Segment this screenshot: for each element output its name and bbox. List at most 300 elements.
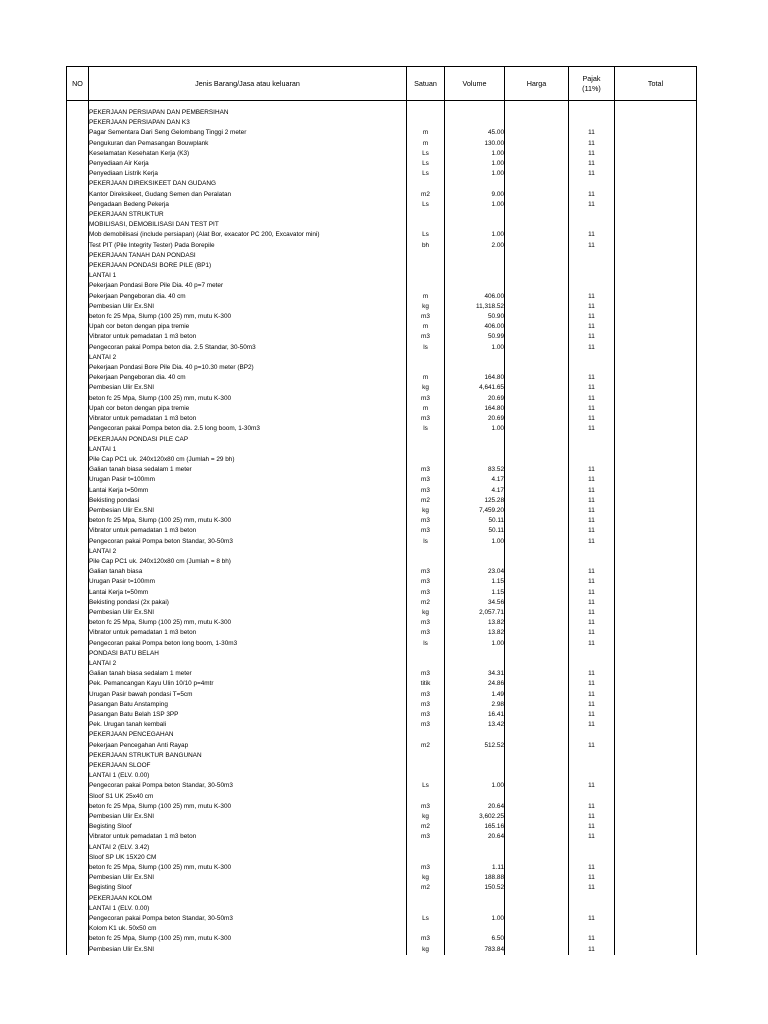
tax-rate: 11	[569, 945, 615, 955]
volume	[445, 894, 505, 904]
price	[505, 281, 569, 291]
unit: m2	[407, 741, 445, 751]
total	[615, 251, 697, 261]
price	[505, 945, 569, 955]
item-description: PEKERJAAN STRUKTUR	[89, 210, 407, 220]
total	[615, 537, 697, 547]
row-no	[67, 751, 89, 761]
tax-rate	[569, 271, 615, 281]
total	[615, 832, 697, 842]
total	[615, 730, 697, 740]
unit: kg	[407, 945, 445, 955]
unit: m3	[407, 312, 445, 322]
unit	[407, 251, 445, 261]
row-no	[67, 241, 89, 251]
table-row	[67, 945, 697, 955]
unit: kg	[407, 812, 445, 822]
volume: 11,318.52	[445, 302, 505, 312]
unit	[407, 435, 445, 445]
price	[505, 730, 569, 740]
price	[505, 241, 569, 251]
tax-rate	[569, 659, 615, 669]
tax-rate: 11	[569, 190, 615, 200]
total	[615, 383, 697, 393]
price	[505, 353, 569, 363]
total	[615, 486, 697, 496]
volume: 165.16	[445, 822, 505, 832]
row-no	[67, 853, 89, 863]
item-description: PEKERJAAN TANAH DAN PONDASI	[89, 251, 407, 261]
total	[615, 547, 697, 557]
unit: Ls	[407, 230, 445, 240]
price	[505, 588, 569, 598]
unit: m2	[407, 496, 445, 506]
price	[505, 496, 569, 506]
unit: Ls	[407, 781, 445, 791]
tax-rate: 11	[569, 526, 615, 536]
table-row	[67, 149, 697, 159]
price	[505, 445, 569, 455]
row-no	[67, 200, 89, 210]
tax-rate: 11	[569, 394, 615, 404]
volume: 1.00	[445, 343, 505, 353]
tax-rate	[569, 363, 615, 373]
item-description: Pengecoran pakai Pompa beton Standar, 30-50m3	[89, 914, 407, 924]
item-description: Vibrator untuk pemadatan 1 m3 beton	[89, 832, 407, 842]
total	[615, 914, 697, 924]
price	[505, 506, 569, 516]
volume: 13.82	[445, 618, 505, 628]
item-description: Bekisting pondasi	[89, 496, 407, 506]
unit: m	[407, 128, 445, 138]
table-row	[67, 700, 697, 710]
price	[505, 853, 569, 863]
tax-rate: 11	[569, 128, 615, 138]
price	[505, 537, 569, 547]
volume	[445, 435, 505, 445]
volume: 7,459.20	[445, 506, 505, 516]
header-total: Total	[615, 67, 697, 101]
volume	[445, 353, 505, 363]
volume	[445, 118, 505, 128]
row-no	[67, 516, 89, 526]
tax-rate: 11	[569, 934, 615, 944]
volume: 23.04	[445, 567, 505, 577]
tax-rate: 11	[569, 822, 615, 832]
volume: 34.56	[445, 598, 505, 608]
row-no	[67, 281, 89, 291]
volume	[445, 455, 505, 465]
unit: kg	[407, 302, 445, 312]
item-description: Pembesian Ulir Ex.SNI	[89, 873, 407, 883]
tax-rate	[569, 435, 615, 445]
price	[505, 373, 569, 383]
tax-rate	[569, 761, 615, 771]
table-row	[67, 230, 697, 240]
row-no	[67, 149, 89, 159]
volume	[445, 281, 505, 291]
header-price: Harga	[505, 67, 569, 101]
unit: m3	[407, 863, 445, 873]
total	[615, 475, 697, 485]
volume: 50.90	[445, 312, 505, 322]
item-description: Pasangan Batu Belah 1SP 3PP	[89, 710, 407, 720]
unit: m3	[407, 832, 445, 842]
volume: 50.11	[445, 516, 505, 526]
item-description: Vibrator untuk pemadatan 1 m3 beton	[89, 628, 407, 638]
total	[615, 332, 697, 342]
volume: 1.00	[445, 781, 505, 791]
volume	[445, 363, 505, 373]
item-description: beton fc 25 Mpa, Slump (100 25) mm, mutu K-300	[89, 394, 407, 404]
unit: m2	[407, 822, 445, 832]
table-row	[67, 118, 697, 128]
unit: m3	[407, 700, 445, 710]
table-row	[67, 210, 697, 220]
table-row	[67, 373, 697, 383]
tax-rate: 11	[569, 139, 615, 149]
table-row	[67, 843, 697, 853]
unit: m3	[407, 526, 445, 536]
tax-rate: 11	[569, 159, 615, 169]
total	[615, 343, 697, 353]
table-row	[67, 241, 697, 251]
item-description: LANTAI 1 (ELV. 0.00)	[89, 771, 407, 781]
unit	[407, 220, 445, 230]
total	[615, 598, 697, 608]
price	[505, 179, 569, 189]
header-item: Jenis Barang/Jasa atau keluaran	[89, 67, 407, 101]
tax-rate: 11	[569, 628, 615, 638]
row-no	[67, 894, 89, 904]
table-row	[67, 394, 697, 404]
row-no	[67, 639, 89, 649]
item-description: Galian tanah biasa	[89, 567, 407, 577]
table-row	[67, 424, 697, 434]
table-row	[67, 435, 697, 445]
total	[615, 945, 697, 955]
price	[505, 159, 569, 169]
tax-rate	[569, 220, 615, 230]
volume	[445, 904, 505, 914]
price	[505, 292, 569, 302]
volume: 4,641.65	[445, 383, 505, 393]
item-description: Upah cor beton dengan pipa tremie	[89, 322, 407, 332]
price	[505, 741, 569, 751]
total	[615, 567, 697, 577]
volume: 125.28	[445, 496, 505, 506]
table-row	[67, 577, 697, 587]
unit	[407, 363, 445, 373]
price	[505, 628, 569, 638]
unit: ls	[407, 424, 445, 434]
row-no	[67, 863, 89, 873]
row-no	[67, 832, 89, 842]
table-row	[67, 139, 697, 149]
table-row	[67, 190, 697, 200]
tax-rate: 11	[569, 312, 615, 322]
total	[615, 312, 697, 322]
unit: Ls	[407, 149, 445, 159]
price	[505, 924, 569, 934]
unit	[407, 843, 445, 853]
price	[505, 312, 569, 322]
tax-rate: 11	[569, 343, 615, 353]
table-row	[67, 802, 697, 812]
price	[505, 577, 569, 587]
total	[615, 904, 697, 914]
table-row	[67, 220, 697, 230]
tax-rate: 11	[569, 873, 615, 883]
price	[505, 700, 569, 710]
unit: m2	[407, 883, 445, 893]
unit: m	[407, 139, 445, 149]
total	[615, 934, 697, 944]
tax-rate	[569, 924, 615, 934]
total	[615, 761, 697, 771]
table-row	[67, 404, 697, 414]
row-no	[67, 577, 89, 587]
item-description: beton fc 25 Mpa, Slump (100 25) mm, mutu K-300	[89, 863, 407, 873]
table-row	[67, 200, 697, 210]
volume: 164.80	[445, 373, 505, 383]
tax-rate: 11	[569, 679, 615, 689]
total	[615, 414, 697, 424]
price	[505, 261, 569, 271]
volume	[445, 853, 505, 863]
row-no	[67, 741, 89, 751]
total	[615, 220, 697, 230]
unit	[407, 649, 445, 659]
row-no	[67, 383, 89, 393]
volume	[445, 108, 505, 118]
volume: 1.00	[445, 424, 505, 434]
item-description: PEKERJAAN PONDASI PILE CAP	[89, 435, 407, 445]
tax-rate: 11	[569, 690, 615, 700]
volume: 2.00	[445, 241, 505, 251]
price	[505, 792, 569, 802]
unit: m	[407, 404, 445, 414]
item-description: Pengukuran dan Pemasangan Bouwplank	[89, 139, 407, 149]
price	[505, 883, 569, 893]
table-row	[67, 588, 697, 598]
item-description: Pek. Pemancangan Kayu Ulin 10/10 p=4mtr	[89, 679, 407, 689]
unit: m	[407, 373, 445, 383]
volume: 188.88	[445, 873, 505, 883]
unit: m3	[407, 720, 445, 730]
tax-rate	[569, 557, 615, 567]
table-row	[67, 108, 697, 118]
unit	[407, 281, 445, 291]
row-no	[67, 567, 89, 577]
row-no	[67, 271, 89, 281]
table-row	[67, 353, 697, 363]
volume	[445, 771, 505, 781]
unit: m3	[407, 414, 445, 424]
table-row	[67, 894, 697, 904]
price	[505, 812, 569, 822]
row-no	[67, 557, 89, 567]
total	[615, 679, 697, 689]
price	[505, 435, 569, 445]
total	[615, 792, 697, 802]
tax-rate: 11	[569, 710, 615, 720]
total	[615, 353, 697, 363]
total	[615, 455, 697, 465]
row-no	[67, 843, 89, 853]
unit	[407, 761, 445, 771]
total	[615, 271, 697, 281]
volume: 13.82	[445, 628, 505, 638]
row-no	[67, 761, 89, 771]
item-description: Pagar Sementara Dari Seng Gelombang Tinggi 2 meter	[89, 128, 407, 138]
unit	[407, 557, 445, 567]
row-no	[67, 771, 89, 781]
item-description: Galian tanah biasa sedalam 1 meter	[89, 465, 407, 475]
total	[615, 108, 697, 118]
tax-rate: 11	[569, 149, 615, 159]
total	[615, 424, 697, 434]
tax-rate	[569, 843, 615, 853]
total	[615, 577, 697, 587]
table-row	[67, 465, 697, 475]
row-no	[67, 424, 89, 434]
row-no	[67, 649, 89, 659]
volume: 20.64	[445, 832, 505, 842]
volume: 406.00	[445, 292, 505, 302]
volume: 1.00	[445, 169, 505, 179]
item-description: Kolom K1 uk. 50x50 cm	[89, 924, 407, 934]
unit: m3	[407, 934, 445, 944]
total	[615, 690, 697, 700]
unit	[407, 261, 445, 271]
total	[615, 210, 697, 220]
price	[505, 190, 569, 200]
price	[505, 475, 569, 485]
unit: m3	[407, 567, 445, 577]
total	[615, 516, 697, 526]
tax-rate: 11	[569, 741, 615, 751]
row-no	[67, 230, 89, 240]
row-no	[67, 261, 89, 271]
price	[505, 873, 569, 883]
table-row	[67, 853, 697, 863]
item-description: LANTAI 1	[89, 271, 407, 281]
unit	[407, 924, 445, 934]
volume: 50.99	[445, 332, 505, 342]
row-no	[67, 414, 89, 424]
unit	[407, 353, 445, 363]
volume: 1.00	[445, 159, 505, 169]
item-description: Vibrator untuk pemadatan 1 m3 beton	[89, 332, 407, 342]
total	[615, 292, 697, 302]
table-row	[67, 710, 697, 720]
item-description: Begisting Sloof	[89, 883, 407, 893]
tax-rate: 11	[569, 332, 615, 342]
unit: kg	[407, 873, 445, 883]
tax-rate	[569, 730, 615, 740]
volume: 1.11	[445, 863, 505, 873]
tax-rate: 11	[569, 588, 615, 598]
volume	[445, 924, 505, 934]
total	[615, 894, 697, 904]
price	[505, 679, 569, 689]
unit: m3	[407, 669, 445, 679]
unit	[407, 179, 445, 189]
price	[505, 200, 569, 210]
unit	[407, 894, 445, 904]
item-description: beton fc 25 Mpa, Slump (100 25) mm, mutu K-300	[89, 618, 407, 628]
row-no	[67, 108, 89, 118]
table-row	[67, 159, 697, 169]
row-no	[67, 822, 89, 832]
total	[615, 139, 697, 149]
item-description: Upah cor beton dengan pipa tremie	[89, 404, 407, 414]
total	[615, 373, 697, 383]
row-no	[67, 332, 89, 342]
tax-rate	[569, 251, 615, 261]
item-description: LANTAI 1 (ELV. 0.00)	[89, 904, 407, 914]
price	[505, 424, 569, 434]
row-no	[67, 404, 89, 414]
volume: 9.00	[445, 190, 505, 200]
table-header	[67, 67, 697, 101]
row-no	[67, 435, 89, 445]
tax-rate: 11	[569, 863, 615, 873]
price	[505, 404, 569, 414]
tax-rate	[569, 179, 615, 189]
tax-rate	[569, 210, 615, 220]
row-no	[67, 588, 89, 598]
unit: m3	[407, 577, 445, 587]
total	[615, 649, 697, 659]
volume	[445, 445, 505, 455]
total	[615, 394, 697, 404]
item-description: Pembesian Ulir Ex.SNI	[89, 945, 407, 955]
table-row	[67, 179, 697, 189]
price	[505, 149, 569, 159]
total	[615, 628, 697, 638]
tax-rate: 11	[569, 322, 615, 332]
table-row	[67, 343, 697, 353]
volume: 2,057.71	[445, 608, 505, 618]
total	[615, 363, 697, 373]
row-no	[67, 475, 89, 485]
table-row	[67, 302, 697, 312]
unit: m3	[407, 628, 445, 638]
item-description: Kantor Direksikeet, Gudang Semen dan Peralatan	[89, 190, 407, 200]
table-row	[67, 312, 697, 322]
table-row	[67, 506, 697, 516]
price	[505, 271, 569, 281]
row-no	[67, 373, 89, 383]
table-row	[67, 567, 697, 577]
unit	[407, 853, 445, 863]
unit: kg	[407, 383, 445, 393]
total	[615, 445, 697, 455]
unit: m3	[407, 588, 445, 598]
price	[505, 649, 569, 659]
unit: ls	[407, 537, 445, 547]
volume: 1.15	[445, 577, 505, 587]
price	[505, 557, 569, 567]
tax-rate: 11	[569, 373, 615, 383]
item-description: Urugan Pasir t=100mm	[89, 577, 407, 587]
volume	[445, 251, 505, 261]
item-description: Pekerjaan Pondasi Bore Pile Dia. 40 p=7 meter	[89, 281, 407, 291]
row-no	[67, 179, 89, 189]
total	[615, 322, 697, 332]
